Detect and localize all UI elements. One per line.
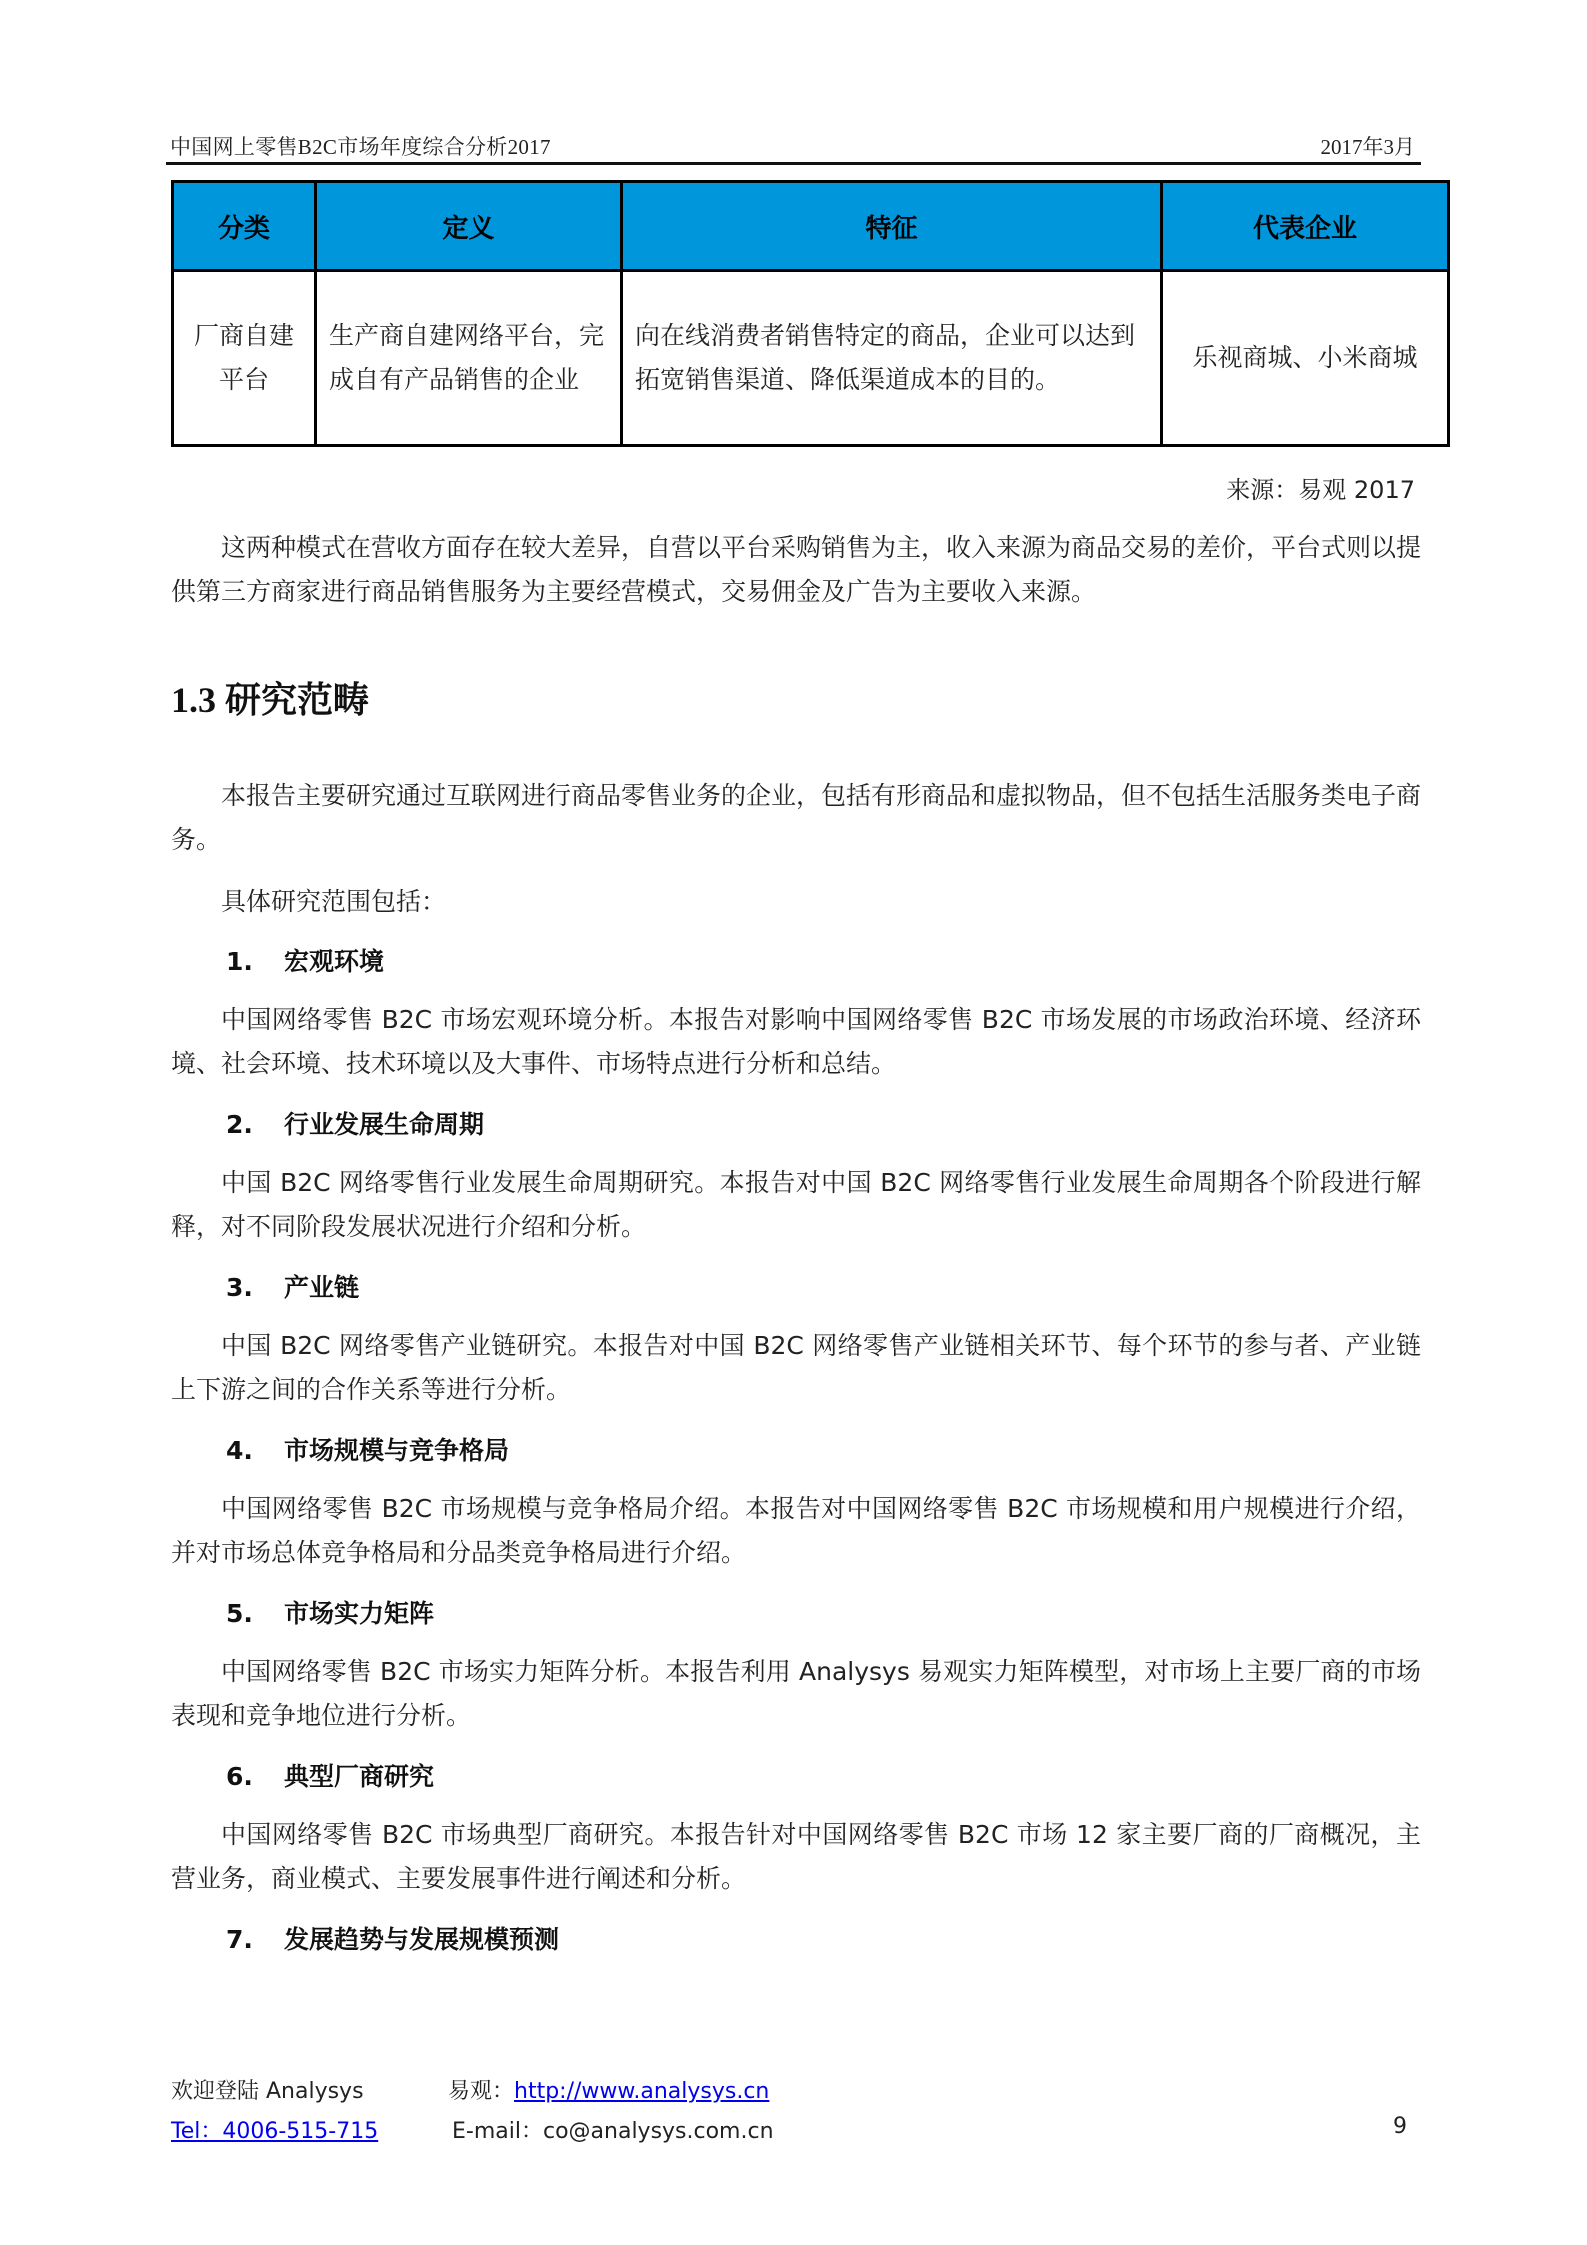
table-row [173,271,1449,446]
item-title: 发展趋势与发展规模预测 [284,1925,560,1954]
scope-item-text-1: 中国网络零售 B2C 市场宏观环境分析。本报告对影响中国网络零售 B2C 市场发展的市场政治环境、经济环境、社会环境、技术环境以及大事件、市场特点进行分析和总结。 [171,1005,1421,1078]
scope-item-text-6: 中国网络零售 B2C 市场典型厂商研究。本报告针对中国网络零售 B2C 市场 12 家主要厂商的厂商概况，主营业务，商业模式、主要发展事件进行阐述和分析。 [171,1820,1421,1893]
classification-table [171,180,1450,447]
scope-item-heading-2 [226,1105,484,1141]
scope-item-heading-1 [226,942,384,978]
scope-item-text-3: 中国 B2C 网络零售产业链研究。本报告对中国 B2C 网络零售产业链相关环节、每个环节的参与者、产业链上下游之间的合作关系等进行分析。 [171,1331,1421,1404]
scope-item-heading-7 [226,1920,559,1956]
footer-welcome: 欢迎登陆 Analysys [171,2079,364,2104]
scope-item-heading-3 [226,1268,359,1304]
cell-category: 厂商自建平台 [173,271,316,446]
item-title: 典型厂商研究 [284,1762,435,1791]
footer-site-link[interactable]: http://www.analysys.cn [514,2079,770,2104]
item-title: 宏观环境 [284,947,385,976]
scope-item-text-5: 中国网络零售 B2C 市场实力矩阵分析。本报告利用 Analysys 易观实力矩阵模型，对市场上主要厂商的市场表现和竞争地位进行分析。 [171,1657,1421,1730]
running-header-title: 中国网上零售B2C市场年度综合分析2017 [170,135,551,159]
footer-email: E-mail：co@analysys.com.cn [452,2119,774,2144]
item-title: 市场实力矩阵 [284,1599,435,1628]
item-title: 市场规模与竞争格局 [284,1436,510,1465]
footer-site-label: 易观： [448,2079,515,2104]
item-title: 行业发展生命周期 [284,1110,485,1139]
page-number: 9 [1393,2114,1407,2139]
cell-feature: 向在线消费者销售特定的商品，企业可以达到拓宽销售渠道、降低渠道成本的目的。 [622,271,1162,446]
column-header-companies: 代表企业 [1162,182,1449,271]
header-divider [166,162,1421,165]
cell-companies: 乐视商城、小米商城 [1162,271,1449,446]
footer-site [448,2074,769,2105]
item-number: 5. [226,1599,253,1628]
table-source: 来源：易观 2017 [1226,476,1415,504]
table-header-row [173,182,1449,271]
item-number: 2. [226,1110,253,1139]
scope-item-text-4: 中国网络零售 B2C 市场规模与竞争格局介绍。本报告对中国网络零售 B2C 市场规模和用户规模进行介绍，并对市场总体竞争格局和分品类竞争格局进行介绍。 [171,1494,1421,1567]
footer-tel-link[interactable]: Tel：4006-515-715 [171,2119,379,2144]
item-number: 1. [226,947,253,976]
scope-item-heading-6 [226,1757,434,1793]
item-number: 6. [226,1762,253,1791]
section-paragraph-2: 具体研究范围包括： [221,887,447,916]
item-number: 3. [226,1273,253,1302]
item-number: 4. [226,1436,253,1465]
cell-definition: 生产商自建网络平台，完成自有产品销售的企业 [316,271,622,446]
scope-item-heading-4 [226,1431,509,1467]
column-header-feature: 特征 [622,182,1162,271]
scope-item-heading-5 [226,1594,434,1630]
intro-paragraph: 这两种模式在营收方面存在较大差异，自营以平台采购销售为主，收入来源为商品交易的差价，平台式则以提供第三方商家进行商品销售服务为主要经营模式，交易佣金及广告为主要收入来源。 [171,533,1422,606]
section-paragraph-1: 本报告主要研究通过互联网进行商品零售业务的企业，包括有形商品和虚拟物品，但不包括生活服务类电子商务。 [171,781,1422,854]
section-heading: 1.3 研究范畴 [171,680,370,720]
scope-item-text-2: 中国 B2C 网络零售行业发展生命周期研究。本报告对中国 B2C 网络零售行业发展生命周期各个阶段进行解释，对不同阶段发展状况进行介绍和分析。 [171,1168,1421,1241]
item-number: 7. [226,1925,253,1954]
column-header-category: 分类 [173,182,316,271]
running-header-date: 2017年3月 [1320,135,1415,159]
item-title: 产业链 [284,1273,360,1302]
column-header-definition: 定义 [316,182,622,271]
